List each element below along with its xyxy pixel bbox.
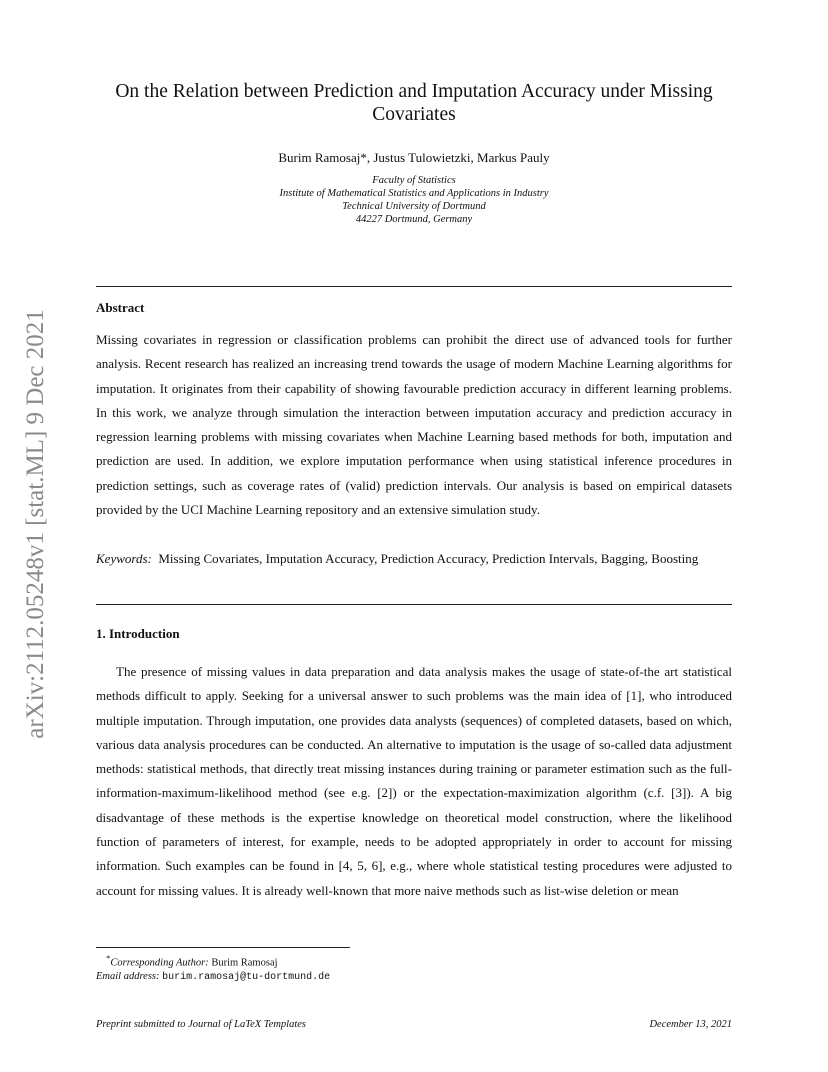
affiliation-line: Institute of Mathematical Statistics and Applications in Industry [279,188,549,199]
footnote-label: Corresponding Author: [110,957,209,969]
section-heading-introduction: 1. Introduction [96,626,180,641]
footnote-marker: * [106,953,111,963]
affiliation-line: Faculty of Statistics [372,175,456,186]
bottom-rule [96,604,732,605]
footnote-author: Burim Ramosaj [211,957,278,969]
footer-journal: Preprint submitted to Journal of LaTeX Templates [96,1019,307,1030]
footnote-corresponding [96,952,330,970]
affiliation-line: Technical University of Dortmund [342,201,486,212]
footnote-email-line [96,970,330,984]
abstract-heading: Abstract [96,300,145,315]
keywords-label: Keywords: [96,551,152,566]
footer-date: December 13, 2021 [649,1019,732,1030]
affiliation-block [96,174,732,226]
author-list: Burim Ramosaj*, Justus Tulowietzki, Markus Pauly [278,150,550,165]
abstract-text: Missing covariates in regression or classification problems can prohibit the direct use of advanced tools for further analysis. Recent research has realized an increasing trend towards the usage of modern Machine Learning algorithms for imputation. It originates from their capability of showing favourable prediction accuracy in different learning problems. In this work, we analyze through simulation the interaction between imputation accuracy and prediction accuracy in regression learning problems with missing covariates when Machine Learning based methods for both, imputation and prediction are used. In addition, we explore imputation performance when using statistical inference procedures in prediction settings, such as coverage rates of (valid) prediction intervals. Our analysis is based on empirical datasets provided by the UCI Machine Learning repository and an extensive simulation study. [96,332,732,518]
email-address: burim.ramosaj@tu-dortmund.de [162,971,331,983]
arxiv-sidebar-id: arXiv:2112.05248v1 [stat.ML] 9 Dec 2021 [22,309,49,739]
email-label: Email address: [96,970,160,982]
keywords-list: Missing Covariates, Imputation Accuracy, Prediction Accuracy, Prediction Intervals, Bagging, Boosting [158,551,699,566]
footnote-rule [96,947,350,948]
affiliation-line: 44227 Dortmund, Germany [355,214,473,225]
paper-title: On the Relation between Prediction and Imputation Accuracy under Missing Covariates [115,81,713,125]
introduction-text: The presence of missing values in data preparation and data analysis makes the usage of state-of-the art statistical methods difficult to apply. Seeking for a universal answer to such problems was the main idea of [1], who introduced multiple imputation. Through imputation, one provides data analysts (sequences) of completed datasets, based on which, various data analysis procedures can be conducted. An alternative to imputation is the usage of so-called data adjustment methods: statistical methods, that directly treat missing instances during training or parameter estimation such as the full-information-maximum-likelihood method (see e.g. [2]) or the expectation-maximization algorithm (c.f. [3]). A big disadvantage of these methods is the expertise knowledge on theoretical model construction, where the likelihood function of parameters of interest, for example, needs to be adopted appropriately in order to account for missing information. Such examples can be found in [4, 5, 6], e.g., where whole statistical testing procedures were adjusted to account for missing values. It is already well-known that more naive methods such as list-wise deletion or mean [96,664,732,898]
top-rule [96,286,732,287]
footnote [96,952,330,984]
keywords-block [96,547,732,571]
